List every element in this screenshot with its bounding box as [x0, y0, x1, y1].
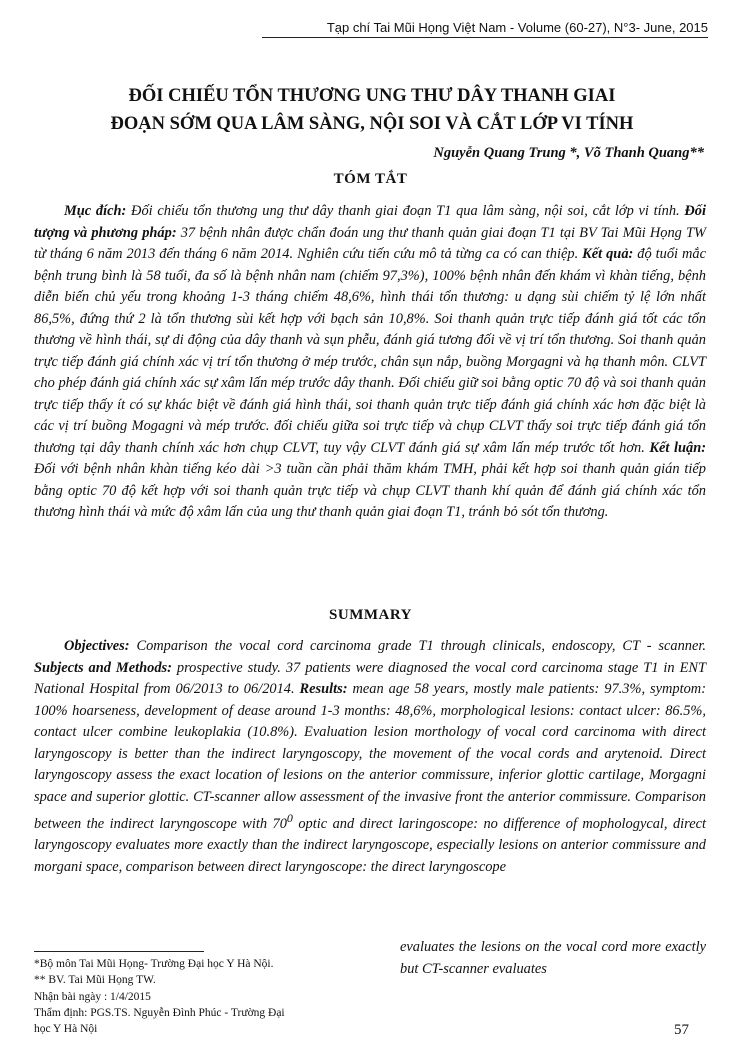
article-title	[40, 82, 704, 138]
abstract-heading: TÓM TẮT	[333, 171, 408, 187]
conclusion-label: Kết luận:	[649, 439, 707, 456]
methods-text: 37 bệnh nhân được chẩn đoán ung thư thanh quản giai đoạn T1 tại BV Tai Mũi Họng TW từ tháng 6 năm 2013 đến tháng 6 năm 2014. Nghiên cứu tiến cứu mô tả từng ca có can thiệp.	[34, 224, 706, 262]
footnote-received-date: Nhận bài ngày : 1/4/2015	[34, 991, 151, 1003]
objective-label: Mục đích:	[64, 203, 127, 219]
title-line-1: ĐỐI CHIẾU TỔN THƯƠNG UNG THƯ DÂY THANH GIAI	[128, 86, 616, 106]
footnote-affiliation-1: *Bộ môn Tai Mũi Họng- Trường Đại học Y Hà Nội.	[34, 958, 274, 970]
objectives-text: Comparison the vocal cord carcinoma grade T1 through clinicals, endoscopy, CT - scanner.	[129, 638, 706, 654]
subjects-label: Subjects and Methods:	[34, 659, 172, 676]
results-text: độ tuổi mắc bệnh trung bình là 58 tuổi, đa số là bệnh nhân nam (chiếm 97,3%), 100% bệnh nhân đến khám vì khàn tiếng, bệnh diễn biến chủ yếu trong khoảng 1-3 tháng chiếm 48,6%, hình thái tổn thương: u dạng sùi chiếm tỷ lệ lớn nhất 86,5%, đứng thứ 2 là tổn thương sùi kết hợp với bạch sản 10,8%. Soi thanh quản trực tiếp đánh giá tốt các tổn thương về hình thái, sự di động của dây thanh và sụn phễu, đánh giá tương đối về vị trí tổn thương. Soi thanh quản trực tiếp đánh giá chính xác vị trí tổn thương ở mép trước, chân sụn nắp, buồng Morgagni và hạ thanh môn. CLVT cho phép đánh giá chính xác sự xâm lấn mép trước dây thanh. Đối chiếu giữ soi bằng optic 70 độ và soi thanh quản trực tiếp thấy ít có sự khác biệt về đánh giá hình thái, soi thanh quản trực tiếp đánh giá chính xác hơn đặc biệt là các vị trí buồng Mogagni và mép trước. đối chiếu giữa soi trực tiếp và chụp CLVT thấy soi trực tiếp đánh giá tổn thương tại dây thanh chính xác hơn chụp CLVT, tuy vậy CLVT đánh giá sự xâm lấn mép trước tốt hơn.	[34, 246, 706, 456]
footnote-reviewer: Thẩm định: PGS.TS. Nguyễn Đình Phúc - Trường Đại	[34, 1007, 285, 1019]
footnote-rule	[34, 951, 204, 952]
english-summary	[34, 636, 706, 878]
footnote-affiliation-2: ** BV. Tai Mũi Họng TW.	[34, 974, 156, 986]
results-text-en-2: optic and direct laringoscope: no difference of mophologycal, direct laryngoscopy evaluates more exactly than the indirect laryngoscope, especially lesions on anterior commissure and morgani space, comparison between direct laryngoscope: the direct laryngoscope	[34, 815, 706, 875]
subjects-text: prospective study. 37 patients were diagnosed the vocal cord carcinoma stage T1 in ENT National Hospital from 06/2013 to 06/2014.	[34, 659, 706, 697]
vietnamese-abstract	[34, 201, 706, 524]
page-number: 57	[674, 1022, 689, 1038]
authors: Nguyễn Quang Trung *, Võ Thanh Quang**	[433, 145, 704, 161]
results-label-en: Results:	[299, 681, 348, 697]
objective-text: Đối chiếu tổn thương ung thư dây thanh giai đoạn T1 qua lâm sàng, nội soi, cắt lớp vi tính.	[126, 203, 685, 219]
english-summary-continued: evaluates the lesions on the vocal cord more exactly but CT-scanner evaluates	[400, 939, 706, 977]
results-label: Kết quả:	[582, 246, 634, 262]
methods-label: Đối tượng và phương pháp:	[34, 203, 706, 241]
results-text-en: mean age 58 years, mostly male patients: 97.3%, symptom: 100% hoarseness, development of dease around 1-3 months: 48,6%, morphological lesions: contact ulcer: 86.5%, contact ulcer combine leukoplakia (10.8%). Evaluation lesion morthology of vocal cord carcinoma with direct laryngoscopy is better than the indirect laryngoscopy, the movement of the vocal cords and arytenoid. Direct laryngoscopy assess the exact location of lesions on the anterior commissure, inferior glottic cartilage, Morgagni space and superior glottic. CT-scanner allow assessment of the invasive front the anterior commissure. Comparison between the indirect laryngoscope with 70	[34, 681, 706, 832]
summary-heading: SUMMARY	[329, 607, 412, 623]
objectives-label: Objectives:	[64, 638, 130, 654]
footnote-reviewer-cont: học Y Hà Nội	[34, 1023, 98, 1035]
title-line-2: ĐOẠN SỚM QUA LÂM SÀNG, NỘI SOI VÀ CẮT LỚP VI TÍNH	[110, 114, 634, 134]
conclusion-text: Đối với bệnh nhân khàn tiếng kéo dài >3 tuần cần phải thăm khám TMH, phải kết hợp soi thanh quản gián tiếp bằng optic 70 độ kết hợp với soi thanh quản trực tiếp và chụp CLVT thanh khí quản để đánh giá chính xác tổn thương hình thái và mức độ xâm lấn của ung thư thanh quản giai đoạn T1, tránh bỏ sót tổn thương.	[34, 461, 706, 520]
degree-superscript: 0	[286, 811, 293, 825]
journal-header: Tạp chí Tai Mũi Họng Việt Nam - Volume (60-27), N°3- June, 2015	[262, 20, 708, 38]
